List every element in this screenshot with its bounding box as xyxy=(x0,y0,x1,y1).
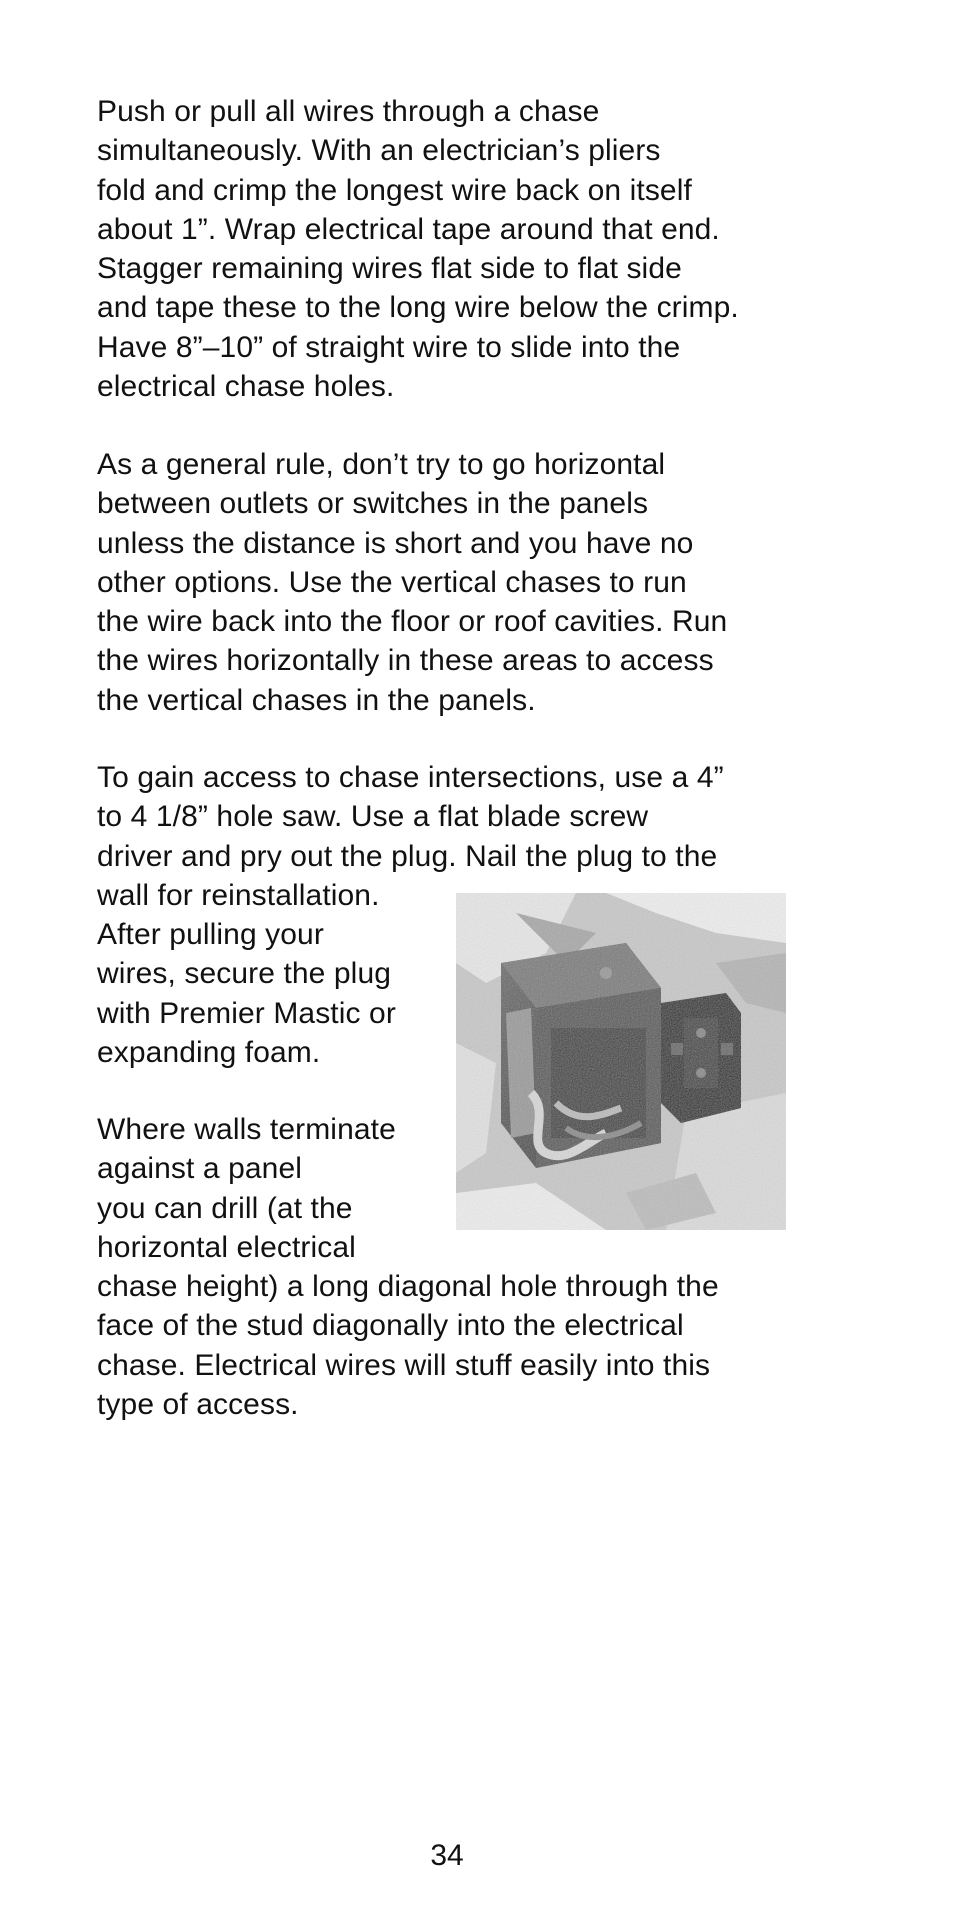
text-line: Have 8”–10” of straight wire to slide into the xyxy=(97,330,681,364)
text-line: other options. Use the vertical chases to run xyxy=(97,565,687,599)
text-line: the wires horizontally in these areas to access xyxy=(97,644,714,678)
text-line: fold and crimp the longest wire back on itself xyxy=(97,173,692,207)
text-line: electrical chase holes. xyxy=(97,370,395,404)
text-line: about 1”. Wrap electrical tape around that end. xyxy=(97,212,720,246)
text-line: After pulling your xyxy=(97,918,324,952)
electrical-box-photo xyxy=(456,893,786,1230)
text-line: the vertical chases in the panels. xyxy=(97,683,536,717)
paragraph-pulling-wires xyxy=(97,92,739,406)
text-line: wires, secure the plug xyxy=(97,957,392,991)
text-line: between outlets or switches in the panels xyxy=(97,487,649,521)
text-line: type of access. xyxy=(97,1388,299,1422)
text-line: expanding foam. xyxy=(97,1036,321,1070)
text-line: Where walls terminate xyxy=(97,1113,396,1146)
text-line: chase. Electrical wires will stuff easily into this xyxy=(97,1348,711,1382)
text-line: simultaneously. With an electrician’s pliers xyxy=(97,134,661,168)
paragraph-general-rule xyxy=(97,445,727,720)
text-line: As a general rule, don’t try to go horizontal xyxy=(97,448,666,481)
text-line: Push or pull all wires through a chase xyxy=(97,95,600,128)
text-line: you can drill (at the xyxy=(97,1191,353,1225)
text-line: chase height) a long diagonal hole through the xyxy=(97,1270,719,1304)
text-line: To gain access to chase intersections, use a 4” xyxy=(97,761,724,794)
text-line: with Premier Mastic or xyxy=(97,996,396,1030)
text-line: driver and pry out the plug. Nail the plug to the xyxy=(97,839,718,873)
text-line: Stagger remaining wires flat side to flat side xyxy=(97,252,682,286)
text-line: face of the stud diagonally into the electrical xyxy=(97,1309,684,1343)
text-line: horizontal electrical xyxy=(97,1230,356,1264)
page-number: 34 xyxy=(430,1839,464,1872)
text-line: and tape these to the long wire below the crimp. xyxy=(97,291,739,325)
text-line: unless the distance is short and you have no xyxy=(97,526,694,560)
text-line: against a panel xyxy=(97,1152,302,1186)
electrical-box-icon xyxy=(456,893,786,1230)
text-line: to 4 1/8” hole saw. Use a flat blade screw xyxy=(97,800,649,834)
text-line: wall for reinstallation. xyxy=(97,878,380,912)
text-line: the wire back into the floor or roof cavities. Run xyxy=(97,605,728,639)
